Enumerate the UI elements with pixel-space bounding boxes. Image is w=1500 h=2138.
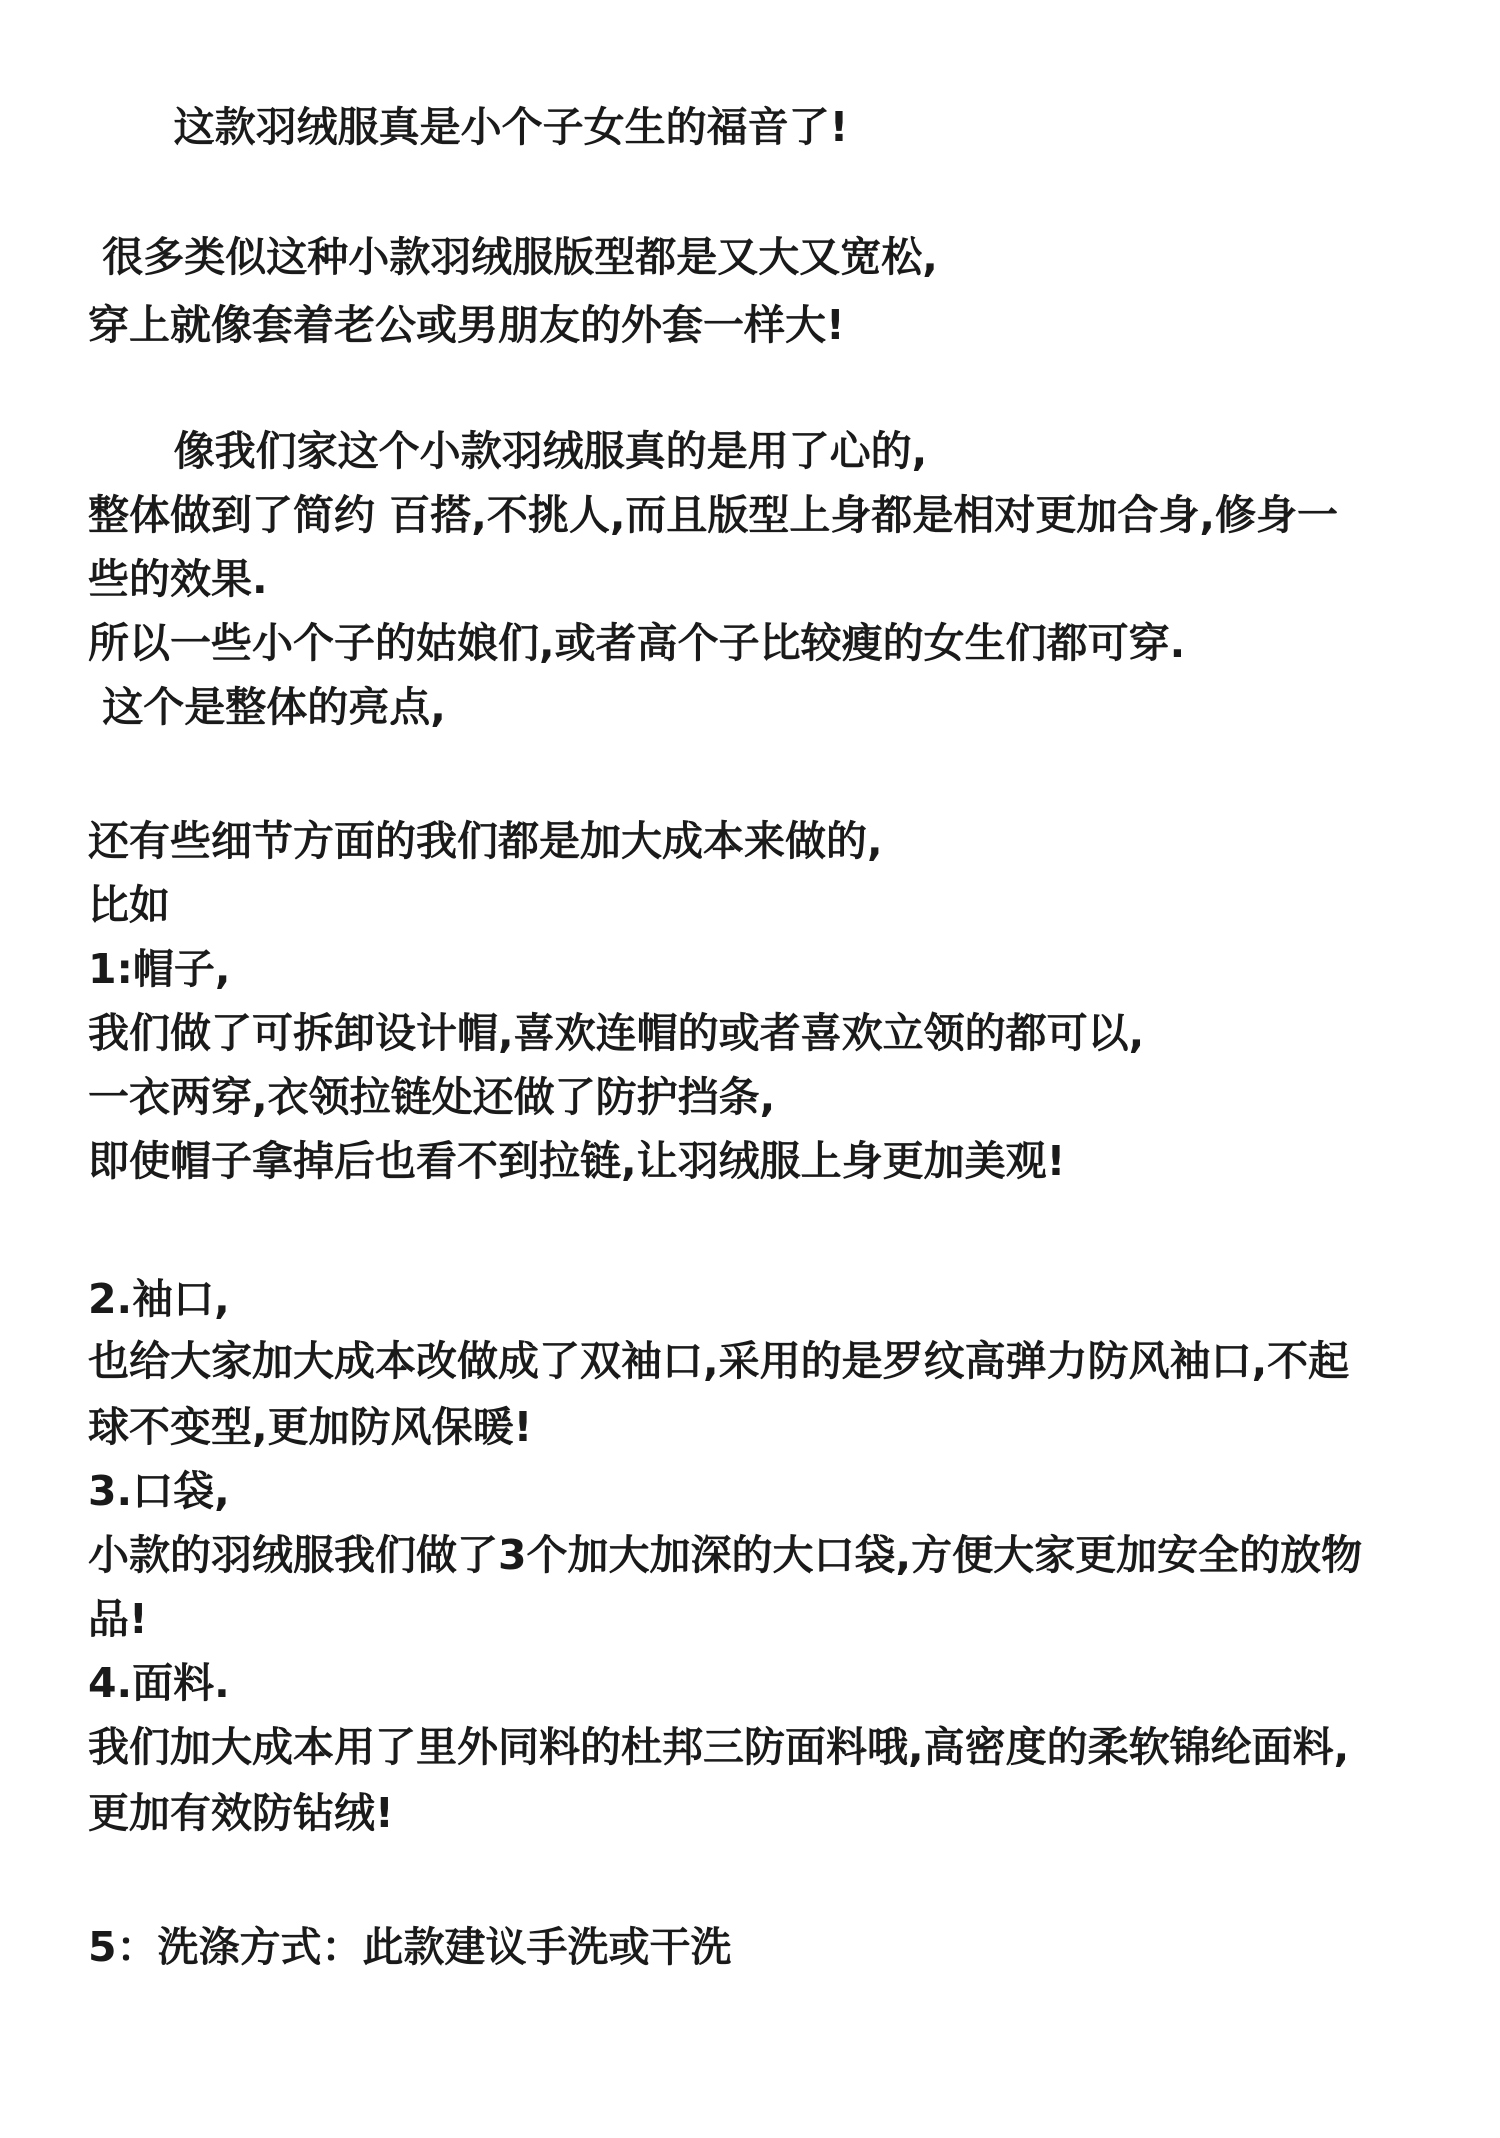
text-line: 一衣两穿,衣领拉链处还做了防护挡条, [88,1073,776,1121]
text-line: 这个是整体的亮点, [88,683,446,731]
text-line: 我们加大成本用了里外同料的杜邦三防面料哦,高密度的柔软锦纶面料, [88,1723,1350,1771]
text-line: 5：洗涤方式：此款建议手洗或干洗 [88,1923,732,1971]
text-line: 品! [88,1595,148,1643]
text-line: 小款的羽绒服我们做了3个加大加深的大口袋,方便大家更加安全的放物 [88,1531,1363,1579]
text-line: 更加有效防钻绒! [88,1789,394,1837]
text-line: 1:帽子, [88,945,231,993]
text-line: 很多类似这种小款羽绒服版型都是又大又宽松, [88,233,938,281]
text-line: 2.袖口, [88,1275,230,1323]
text-line: 3.口袋, [88,1467,230,1515]
text-line: 这款羽绒服真是小个子女生的福音了! [88,103,849,151]
text-line: 穿上就像套着老公或男朋友的外套一样大! [88,301,845,349]
text-line: 比如 [88,881,170,929]
text-line: 还有些细节方面的我们都是加大成本来做的, [88,817,883,865]
text-line: 即使帽子拿掉后也看不到拉链,让羽绒服上身更加美观! [88,1137,1066,1185]
text-line: 所以一些小个子的姑娘们,或者高个子比较瘦的女生们都可穿. [88,619,1186,667]
text-line: 球不变型,更加防风保暖! [88,1403,533,1451]
text-line: 像我们家这个小款羽绒服真的是用了心的, [88,427,928,475]
text-line: 我们做了可拆卸设计帽,喜欢连帽的或者喜欢立领的都可以, [88,1009,1145,1057]
text-line: 4.面料. [88,1659,230,1707]
text-line: 也给大家加大成本改做成了双袖口,采用的是罗纹高弹力防风袖口,不起 [88,1337,1350,1385]
text-line: 些的效果. [88,555,268,603]
text-line: 整体做到了简约 百搭,不挑人,而且版型上身都是相对更加合身,修身一 [88,491,1338,539]
